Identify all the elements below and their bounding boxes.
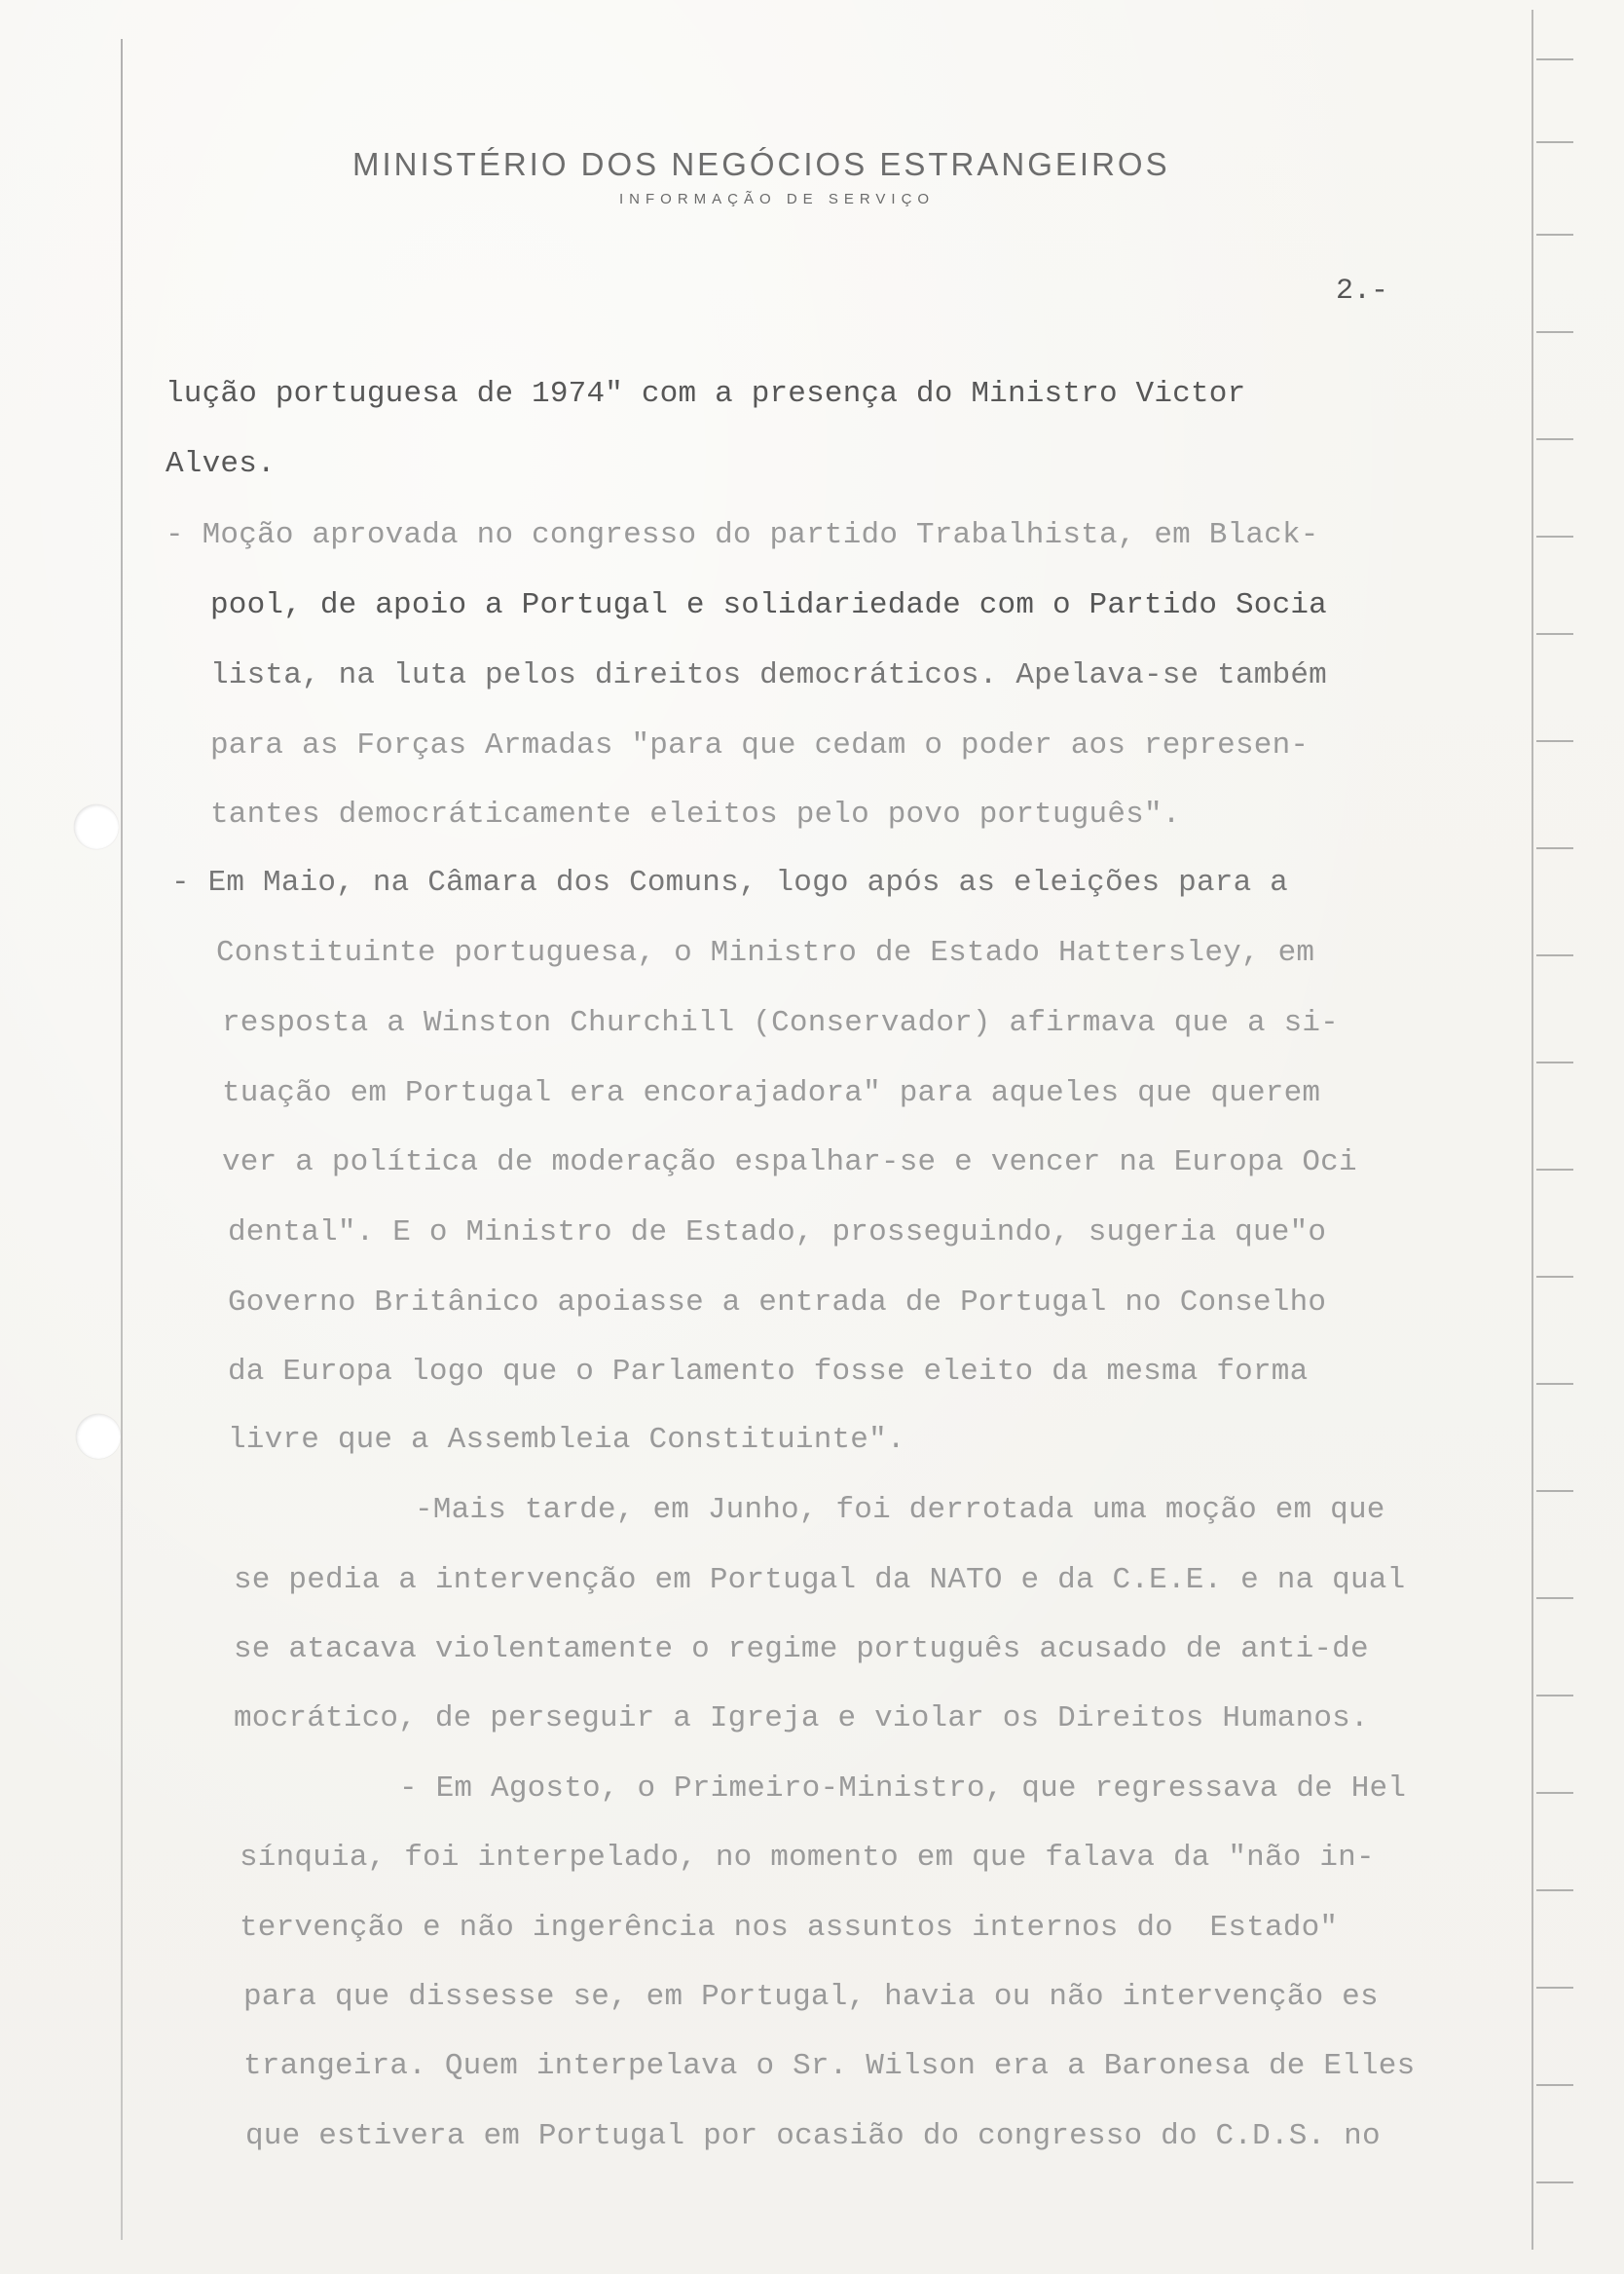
text-line: Alves.	[166, 447, 276, 481]
text-line: livre que a Assembleia Constituinte".	[228, 1423, 905, 1457]
punch-hole-lower	[76, 1414, 121, 1459]
text-line: da Europa logo que o Parlamento fosse eleito da mesma forma	[228, 1355, 1309, 1389]
text-line: - Em Maio, na Câmara dos Comuns, logo após as eleições para a	[171, 866, 1288, 900]
text-line: se atacava violentamente o regime português acusado de anti-de	[234, 1632, 1369, 1666]
text-line: - Em Agosto, o Primeiro-Ministro, que regressava de Hel	[399, 1771, 1407, 1806]
text-line: se pedia a intervenção em Portugal da NATO e da C.E.E. e na qual	[234, 1563, 1406, 1597]
text-line: tuação em Portugal era encorajadora" para aqueles que querem	[222, 1076, 1321, 1110]
right-border-rule	[1532, 10, 1533, 2250]
text-line: sínquia, foi interpelado, no momento em que falava da "não in-	[240, 1841, 1375, 1875]
text-line: lista, na luta pelos direitos democráticos. Apelava-se também	[210, 658, 1327, 692]
text-line: Governo Britânico apoiasse a entrada de Portugal no Conselho	[228, 1286, 1327, 1320]
text-line: -Mais tarde, em Junho, foi derrotada uma moção em que	[415, 1493, 1385, 1527]
text-line: tantes democráticamente eleitos pelo povo português".	[210, 798, 1181, 832]
text-line: pool, de apoio a Portugal e solidariedade com o Partido Socia	[210, 588, 1327, 622]
text-line: dental". E o Ministro de Estado, prosseguindo, sugeria que"o	[228, 1215, 1327, 1249]
letterhead	[321, 146, 1295, 207]
text-line: trangeira. Quem interpelava o Sr. Wilson era a Baronesa de Elles	[243, 2049, 1416, 2083]
text-line: para as Forças Armadas "para que cedam o poder aos represen-	[210, 728, 1310, 763]
text-line: tervenção e não ingerência nos assuntos internos do Estado"	[240, 1911, 1339, 1945]
service-subtitle: INFORMAÇÃO DE SERVIÇO	[619, 191, 936, 207]
right-edge-marks	[1536, 39, 1575, 2259]
text-line: Constituinte portuguesa, o Ministro de Estado Hattersley, em	[216, 936, 1315, 970]
page-number: 2.-	[1336, 275, 1389, 308]
text-line: ver a política de moderação espalhar-se e vencer na Europa Oci	[222, 1145, 1357, 1179]
punch-hole-upper	[74, 804, 119, 849]
text-line: - Moção aprovada no congresso do partido Trabalhista, em Black-	[166, 518, 1319, 552]
text-line: lução portuguesa de 1974" com a presença do Ministro Victor	[166, 377, 1246, 411]
text-line: resposta a Winston Churchill (Conservador) afirmava que a si-	[222, 1006, 1339, 1040]
text-line: para que dissesse se, em Portugal, havia ou não intervenção es	[243, 1980, 1379, 2014]
text-line: que estivera em Portugal por ocasião do congresso do C.D.S. no	[245, 2119, 1381, 2153]
text-line: mocrático, de perseguir a Igreja e violar os Direitos Humanos.	[234, 1701, 1369, 1735]
left-margin-rule	[121, 39, 123, 2240]
ministry-name: MINISTÉRIO DOS NEGÓCIOS ESTRANGEIROS	[352, 146, 1170, 182]
